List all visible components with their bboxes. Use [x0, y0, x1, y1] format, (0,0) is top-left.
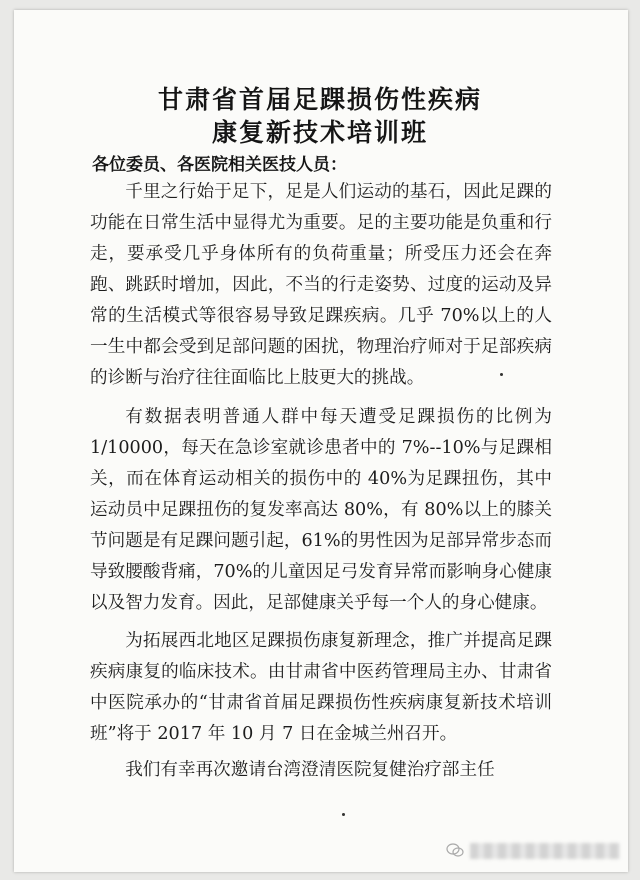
scan-speck	[342, 813, 345, 816]
document-title-line-1: 甘肃省首届足踝损伤性疾病	[157, 85, 482, 114]
wechat-icon	[446, 843, 464, 857]
paragraph-invitation: 我们有幸再次邀请台湾澄清医院复健治疗部主任	[125, 760, 495, 780]
salutation: 各位委员、各医院相关医技人员：	[92, 155, 347, 175]
watermark-text-blurred	[470, 843, 620, 859]
document-title-line-2: 康复新技术培训班	[211, 118, 428, 147]
paragraph-statistics: 有数据表明普通人群中每天遭受足踝损伤的比例为 1/10000，每天在急诊室就诊患者中的 7%--10%与足踝相关，而在体育运动相关的损伤中的 40%为足踝扭伤，其中运动员中足踝扭伤的复发率高达 80%，有 80%以上的膝关节问题是有足踝问题引起，61%的男性因为足部异常步态而导致腰酸背痛，70%的儿童因足弓发育异常而影响身心健康以及智力发育。因此，足部健康关乎每一个人的身心健康。	[90, 407, 552, 613]
paragraph-intro: 千里之行始于足下，足是人们运动的基石，因此足踝的功能在日常生活中显得尤为重要。足的主要功能是负重和行走，要承受几乎身体所有的负荷重量；所受压力还会在奔跑、跳跃时增加，因此，不当的行走姿势、过度的运动及异常的生活模式等很容易导致足踝疾病。几乎 70%以上的人一生中都会受到足部问题的困扰，物理治疗师对于足部疾病的诊断与治疗往往面临比上肢更大的挑战。	[90, 182, 552, 388]
paragraph-announcement: 为拓展西北地区足踝损伤康复新理念，推广并提高足踝疾病康复的临床技术。由甘肃省中医药管理局主办、甘肃省中医院承办的“甘肃省首届足踝损伤性疾病康复新技术培训班”将于 2017 年 10 月 7 日在金城兰州召开。	[90, 631, 552, 744]
scan-speck	[500, 373, 503, 376]
watermark	[446, 840, 626, 862]
